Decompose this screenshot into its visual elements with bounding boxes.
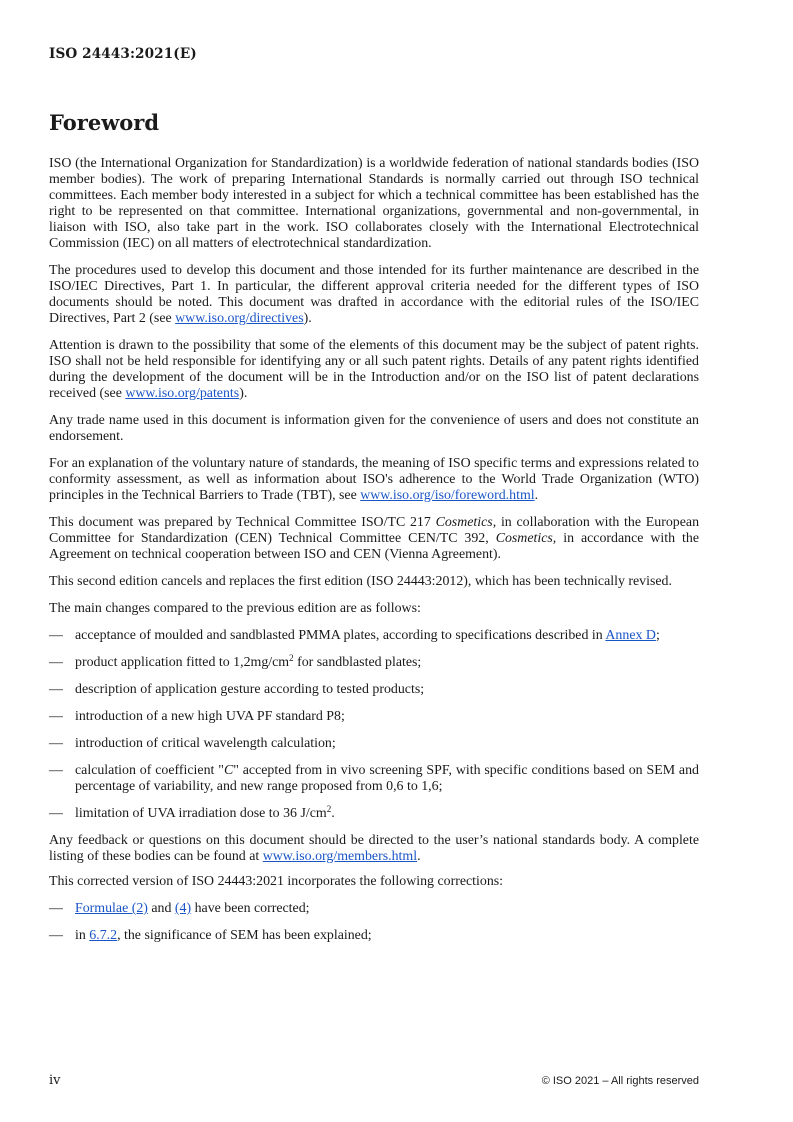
formula-4-link[interactable]: (4)	[174, 901, 192, 916]
item-end: for sandblasted plates;	[293, 655, 422, 670]
item-text: product application fitted to 1,2mg/cm	[75, 655, 290, 670]
list-item	[49, 806, 699, 822]
paragraph-text: This document was prepared by Technical Committee ISO/TC 217	[49, 515, 436, 530]
item-text: , the significance of SEM has been explained;	[117, 928, 372, 943]
item-text: acceptance of moulded and sandblasted PMMA plates, according to specifications described in	[75, 628, 606, 643]
paragraph-end: ).	[303, 311, 312, 326]
list-item	[49, 736, 699, 752]
list-item-text	[75, 928, 699, 944]
paragraph-patents	[49, 338, 699, 402]
paragraph-text: Attention is drawn to the possibility that some of the elements of this document may be the subject of patent rights. ISO shall not be held responsible for identifying any or all such patent rights. Details of any patent rights identified during the development of the document will be in the Introduction and/or on the ISO list of patent declarations received (see	[49, 338, 699, 401]
page-title: Foreword	[49, 110, 160, 135]
list-item-text: introduction of critical wavelength calculation;	[75, 736, 336, 751]
list-item	[49, 682, 699, 698]
patents-link[interactable]: www.iso.org/patents	[125, 386, 240, 401]
paragraph-end: .	[534, 488, 539, 503]
item-text: limitation of UVA irradiation dose to 36 J/cm	[75, 806, 327, 821]
document-page	[49, 0, 699, 1122]
list-item-text	[75, 763, 699, 795]
list-item	[49, 709, 699, 725]
members-link[interactable]: www.iso.org/members.html	[262, 849, 418, 864]
paragraph-iso-intro: ISO (the International Organization for Standardization) is a worldwide federation of national standards bodies (ISO member bodies). The work of preparing International Standards is normally carried out through ISO technical committees. Each member body interested in a subject for which a technical committee has been established has the right to be represented on that committee. International organizations, governmental and non-governmental, in liaison with ISO, also take part in the work. ISO collaborates closely with the International Electrotechnical Commission (IEC) on all matters of electrotechnical standardization.	[49, 156, 699, 251]
coefficient-symbol: C	[223, 763, 234, 778]
paragraph-main-changes: The main changes compared to the previous edition are as follows:	[49, 601, 421, 616]
item-text: calculation of coefficient "	[75, 763, 224, 778]
item-end: .	[331, 806, 335, 821]
dash-bullet: —	[49, 763, 63, 778]
list-item	[49, 901, 699, 917]
list-item-text	[75, 901, 699, 917]
paragraph-feedback	[49, 833, 699, 865]
superscript: 2	[326, 804, 332, 814]
paragraph-procedures	[49, 263, 699, 327]
page-number: iv	[49, 1073, 61, 1088]
paragraph-edition: This second edition cancels and replaces the first edition (ISO 24443:2012), which has been technically revised.	[49, 574, 672, 589]
item-text: " accepted from in vivo screening SPF, with specific conditions based on SEM and percentage of variability, and new range proposed from 0,6 to 1,6;	[75, 763, 699, 794]
committee-name: Cosmetics,	[495, 531, 557, 546]
paragraph-text: Any feedback or questions on this document should be directed to the user’s national standards body. A complete listing of these bodies can be found at	[49, 833, 699, 864]
item-end: ;	[655, 628, 660, 643]
paragraph-text: For an explanation of the voluntary nature of standards, the meaning of ISO specific terms and expressions related to conformity assessment, as well as information about ISO's adherence to the World Trade Organization (WTO) principles in the Technical Barriers to Trade (TBT), see	[49, 456, 699, 503]
committee-name: Cosmetics,	[435, 515, 497, 530]
list-item-text	[75, 655, 699, 671]
dash-bullet: —	[49, 736, 63, 751]
item-text: in	[75, 928, 90, 943]
dash-bullet: —	[49, 655, 63, 670]
dash-bullet: —	[49, 806, 63, 821]
list-item	[49, 655, 699, 671]
paragraph-committee	[49, 515, 699, 563]
document-identifier: ISO 24443:2021(E)	[49, 46, 197, 62]
paragraph-trade-name: Any trade name used in this document is information given for the convenience of users and does not constitute an endorsement.	[49, 413, 699, 444]
paragraph-end: .	[417, 849, 421, 864]
paragraph-end: ).	[239, 386, 248, 401]
paragraph-text: in collaboration with the European Committee for Standardization (CEN) Technical Committee CEN/TC 392,	[49, 515, 700, 546]
dash-bullet: —	[49, 901, 63, 916]
dash-bullet: —	[49, 682, 63, 697]
paragraph-corrected-version: This corrected version of ISO 24443:2021 incorporates the following corrections:	[49, 874, 504, 889]
list-item	[49, 928, 699, 944]
list-item	[49, 763, 699, 795]
formula-2-link[interactable]: Formulae (2)	[75, 901, 148, 916]
paragraph-text: The procedures used to develop this document and those intended for its further maintenance are described in the ISO/IEC Directives, Part 1. In particular, the different approval criteria needed for the different types of ISO documents should be noted. This document was drafted in accordance with the editorial rules of the ISO/IEC Directives, Part 2 (see	[49, 263, 699, 326]
foreword-link[interactable]: www.iso.org/iso/foreword.html	[360, 488, 535, 503]
annex-d-link[interactable]: Annex D	[605, 628, 656, 643]
list-item	[49, 628, 699, 644]
dash-bullet: —	[49, 628, 63, 643]
section-6-7-2-link[interactable]: 6.7.2	[89, 928, 118, 943]
dash-bullet: —	[49, 928, 63, 943]
list-item-text: introduction of a new high UVA PF standard P8;	[75, 709, 345, 724]
paragraph-text: in accordance with the Agreement on technical cooperation between ISO and CEN (Vienna Agreement).	[49, 531, 699, 562]
dash-bullet: —	[49, 709, 63, 724]
list-item-text	[75, 806, 699, 822]
list-item-text: description of application gesture according to tested products;	[75, 682, 425, 697]
item-text: and	[147, 901, 175, 916]
superscript: 2	[289, 653, 294, 663]
paragraph-voluntary-nature	[49, 456, 699, 504]
foreword-body	[49, 156, 699, 955]
list-item-text	[75, 628, 699, 644]
directives-link[interactable]: www.iso.org/directives	[175, 311, 304, 326]
item-end: have been corrected;	[191, 901, 310, 916]
copyright-notice: © ISO 2021 – All rights reserved	[541, 1075, 699, 1087]
